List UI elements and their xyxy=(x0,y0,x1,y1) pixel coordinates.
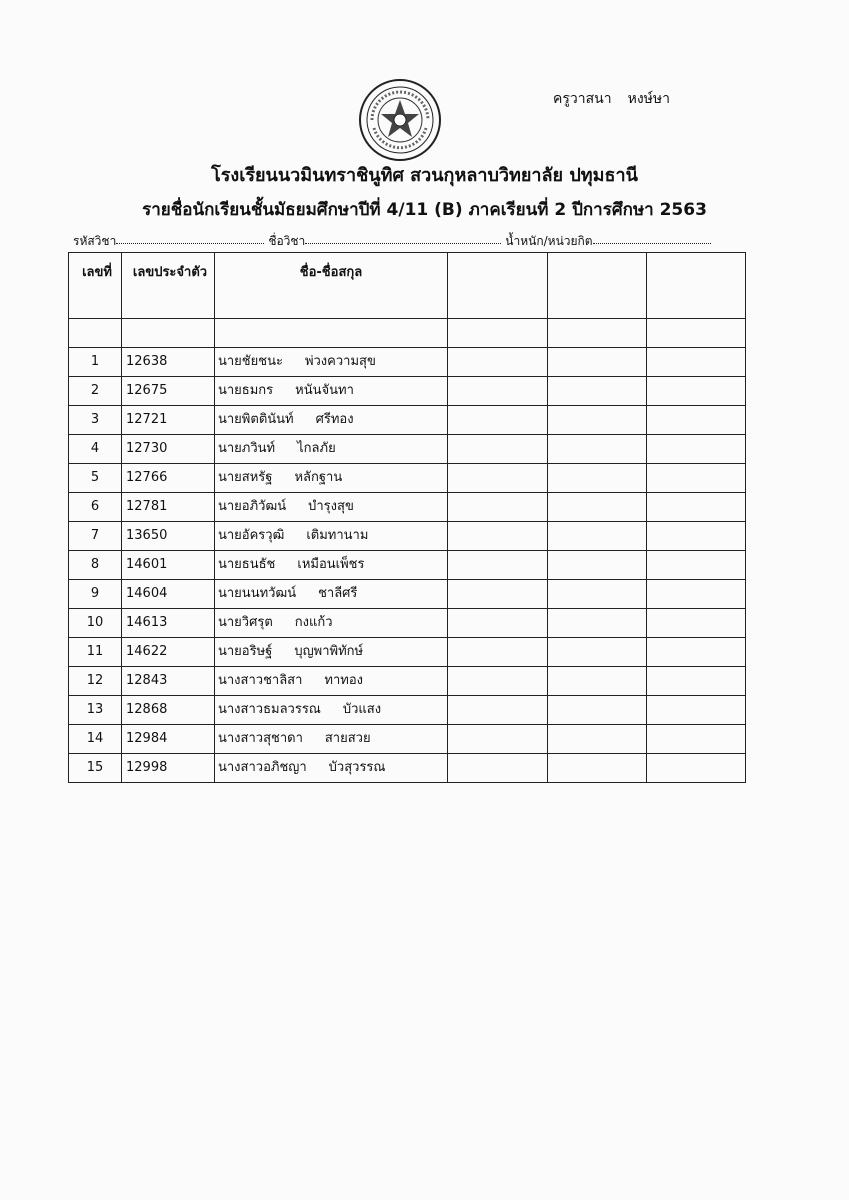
row-first-name: นายธนธัช xyxy=(218,557,276,572)
credit-label: น้ำหนัก/หน่วยกิต xyxy=(505,234,593,248)
table-row xyxy=(69,609,746,638)
student-roster-table xyxy=(68,252,746,783)
row-no: 8 xyxy=(69,551,122,580)
row-name xyxy=(215,725,448,754)
row-first-name: นายพิตตินันท์ xyxy=(218,412,294,427)
row-name xyxy=(215,609,448,638)
row-first-name: นางสาวธมลวรรณ xyxy=(218,702,321,717)
class-list-heading: รายชื่อนักเรียนชั้นมัธยมศึกษาปีที่ 4/11 (B) ภาคเรียนที่ 2 ปีการศึกษา 2563 xyxy=(142,200,707,220)
row-no: 1 xyxy=(69,348,122,377)
row-student-id: 12868 xyxy=(122,696,215,725)
header-spacer-row xyxy=(69,319,746,348)
row-no: 2 xyxy=(69,377,122,406)
row-last-name: เติมทานาม xyxy=(306,528,369,543)
teacher-name xyxy=(553,88,670,110)
row-last-name: กงแก้ว xyxy=(294,615,333,630)
table-row xyxy=(69,522,746,551)
course-name-blank xyxy=(305,232,501,244)
row-student-id: 12781 xyxy=(122,493,215,522)
row-no: 9 xyxy=(69,580,122,609)
table-row xyxy=(69,580,746,609)
course-code-label: รหัสวิชา xyxy=(73,234,117,248)
header-blank-2 xyxy=(548,253,647,319)
row-name xyxy=(215,464,448,493)
row-name xyxy=(215,493,448,522)
row-last-name: เหมือนเพ็ชร xyxy=(297,557,365,572)
row-name xyxy=(215,522,448,551)
row-student-id: 14601 xyxy=(122,551,215,580)
row-student-id: 12984 xyxy=(122,725,215,754)
row-first-name: นายอริษฐ์ xyxy=(218,644,273,659)
row-name xyxy=(215,580,448,609)
row-last-name: สายสวย xyxy=(324,731,371,746)
row-student-id: 12721 xyxy=(122,406,215,435)
table-row xyxy=(69,348,746,377)
row-no: 3 xyxy=(69,406,122,435)
row-no: 14 xyxy=(69,725,122,754)
row-no: 12 xyxy=(69,667,122,696)
table-row xyxy=(69,638,746,667)
table-row xyxy=(69,551,746,580)
teacher-last-name: หงษ์ษา xyxy=(627,91,670,107)
course-code-blank xyxy=(116,232,264,244)
row-student-id: 14604 xyxy=(122,580,215,609)
row-student-id: 12675 xyxy=(122,377,215,406)
row-student-id: 12843 xyxy=(122,667,215,696)
row-last-name: บัวสุวรรณ xyxy=(328,760,386,775)
school-name-heading: โรงเรียนนวมินทราชินูทิศ สวนกุหลาบวิทยาลัย ปทุมธานี xyxy=(211,165,638,186)
row-last-name: ศรีทอง xyxy=(315,412,354,427)
row-first-name: นายสหรัฐ xyxy=(218,470,273,485)
row-name xyxy=(215,551,448,580)
row-name xyxy=(215,348,448,377)
row-student-id: 12730 xyxy=(122,435,215,464)
table-row xyxy=(69,725,746,754)
course-name-label: ชื่อวิชา xyxy=(268,234,306,248)
row-student-id: 14613 xyxy=(122,609,215,638)
row-no: 13 xyxy=(69,696,122,725)
row-no: 11 xyxy=(69,638,122,667)
row-first-name: นางสาวอภิชญา xyxy=(218,760,307,775)
row-last-name: หลักฐาน xyxy=(294,470,343,485)
header-blank-1 xyxy=(448,253,548,319)
row-first-name: นายภวินท์ xyxy=(218,441,276,456)
row-first-name: นายนนทวัฒน์ xyxy=(218,586,297,601)
teacher-first-name: ครูวาสนา xyxy=(553,91,612,107)
row-last-name: บำรุงสุข xyxy=(308,499,354,514)
table-row xyxy=(69,667,746,696)
row-first-name: นายอัครวุฒิ xyxy=(218,528,285,543)
table-row xyxy=(69,435,746,464)
school-seal-icon xyxy=(358,78,442,162)
row-name xyxy=(215,435,448,464)
header-name: ชื่อ-ชื่อสกุล xyxy=(215,253,448,319)
row-name xyxy=(215,696,448,725)
header-student-id: เลขประจำตัว xyxy=(122,253,215,319)
row-first-name: นางสาวสุชาดา xyxy=(218,731,303,746)
table-row xyxy=(69,406,746,435)
row-first-name: นายธมกร xyxy=(218,383,274,398)
row-name xyxy=(215,667,448,696)
row-no: 5 xyxy=(69,464,122,493)
row-no: 7 xyxy=(69,522,122,551)
row-first-name: นายชัยชนะ xyxy=(218,354,283,369)
table-row xyxy=(69,464,746,493)
row-no: 15 xyxy=(69,754,122,783)
row-first-name: นางสาวชาลิสา xyxy=(218,673,303,688)
row-last-name: ทาทอง xyxy=(324,673,363,688)
table-row xyxy=(69,696,746,725)
table-row xyxy=(69,377,746,406)
row-student-id: 12638 xyxy=(122,348,215,377)
row-no: 4 xyxy=(69,435,122,464)
row-last-name: บุญพาพิทักษ์ xyxy=(294,644,364,659)
header-no: เลขที่ xyxy=(69,253,122,319)
header-blank-3 xyxy=(647,253,746,319)
row-student-id: 14622 xyxy=(122,638,215,667)
row-no: 10 xyxy=(69,609,122,638)
row-student-id: 13650 xyxy=(122,522,215,551)
table-row xyxy=(69,493,746,522)
row-student-id: 12766 xyxy=(122,464,215,493)
row-last-name: หนันจันทา xyxy=(295,383,354,398)
credit-blank xyxy=(593,232,711,244)
row-last-name: บัวแสง xyxy=(342,702,382,717)
row-name xyxy=(215,377,448,406)
row-name xyxy=(215,638,448,667)
table-header-row xyxy=(69,253,746,319)
row-first-name: นายอภิวัฒน์ xyxy=(218,499,287,514)
row-last-name: ไกลภัย xyxy=(297,441,336,456)
row-first-name: นายวิศรุต xyxy=(218,615,273,630)
row-student-id: 12998 xyxy=(122,754,215,783)
row-last-name: ชาลีศรี xyxy=(318,586,358,601)
row-name xyxy=(215,754,448,783)
row-last-name: พ่วงความสุข xyxy=(304,354,376,369)
row-no: 6 xyxy=(69,493,122,522)
course-info-line xyxy=(73,232,743,251)
table-row xyxy=(69,754,746,783)
row-name xyxy=(215,406,448,435)
